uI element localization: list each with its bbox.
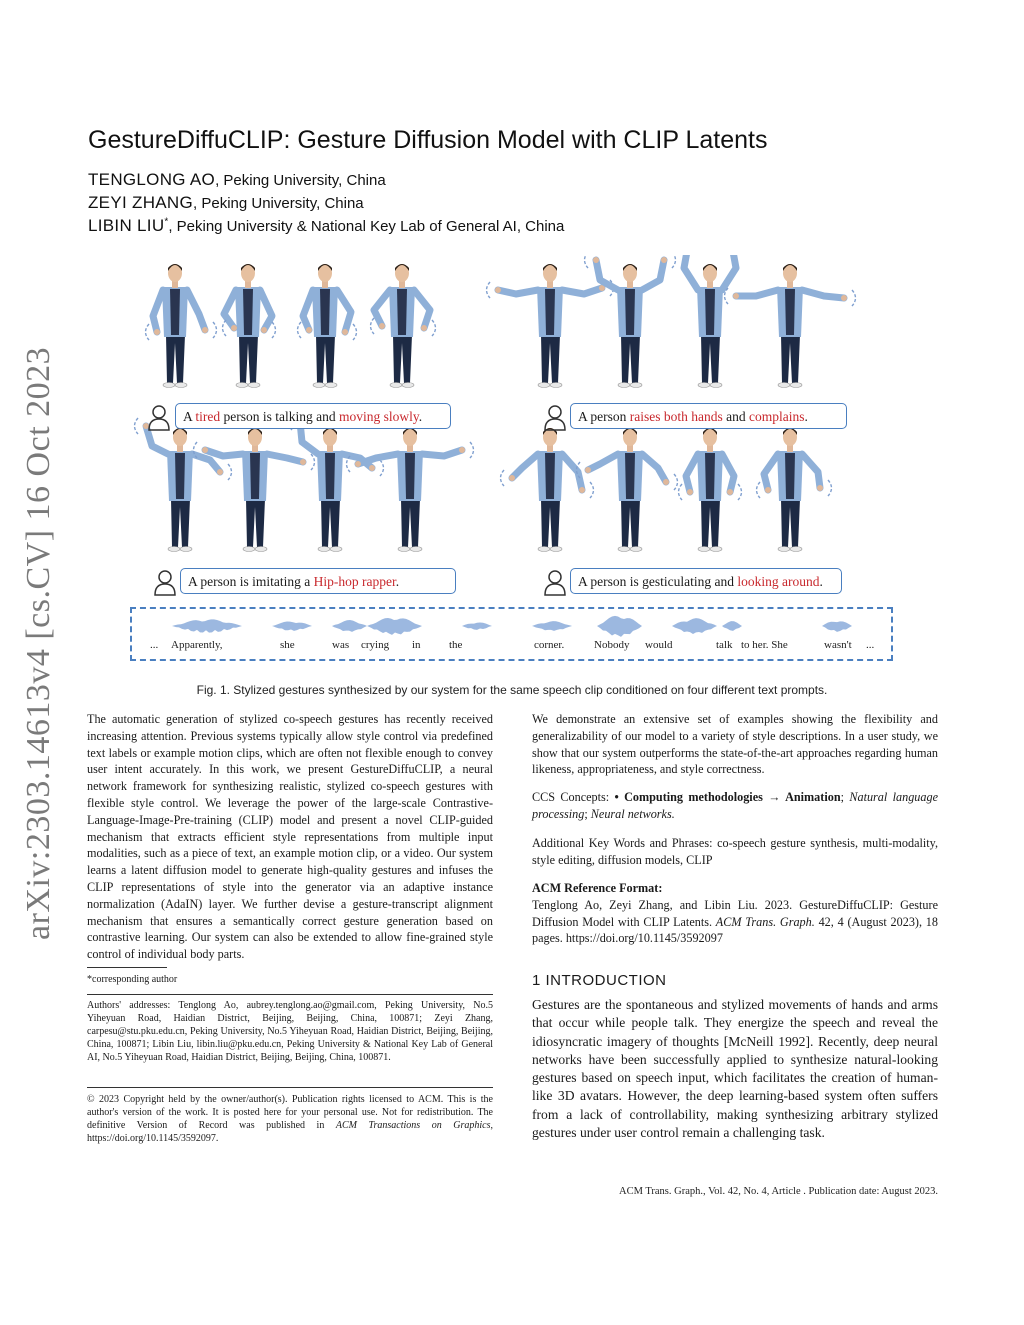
copyright-rule <box>87 1087 493 1088</box>
copyright-text: © 2023 Copyright held by the owner/author(s). Publication rights licensed to ACM. This is the author's version of the work. It is posted here for your personal use. Not for redistribution. The definitive Version of Record was published in <box>87 1094 493 1131</box>
person-icon <box>544 405 566 431</box>
gesture-figure <box>135 418 232 552</box>
speech-clip <box>130 607 893 661</box>
copyright-doi: , https://doi.org/10.1145/3592097. <box>87 1120 493 1144</box>
prompt-text <box>578 574 823 589</box>
prompt-box-4 <box>570 568 842 594</box>
gesture-figure <box>585 255 676 388</box>
speech-word: ... <box>866 639 875 651</box>
speech-word: corner. <box>534 639 565 651</box>
prompt-highlight: complains <box>748 409 805 424</box>
speech-word: to her. She <box>741 639 788 651</box>
abstract-right: We demonstrate an extensive set of examples showing the flexibility and generalizability of our model to a variety of style descriptions. In a user study, we show that our system outperforms the state-of-the-art approaches regarding human likeness, appropriateness, and style correctness. <box>532 712 938 777</box>
prompt-box-3 <box>180 568 456 594</box>
prompt-segment: A person <box>578 409 630 424</box>
author-name: ZEYI ZHANG <box>88 193 194 212</box>
waveform-segment <box>822 621 852 632</box>
prompt-text <box>183 409 422 424</box>
prompt-box-2 <box>570 403 847 429</box>
footnote-rule <box>87 967 167 968</box>
speech-word: in <box>412 639 421 651</box>
ccs-bullet: • Computing methodologies → Animation <box>614 790 841 804</box>
gesture-figure <box>501 428 594 552</box>
waveform-segment <box>532 621 572 631</box>
speech-word: ... <box>150 639 159 651</box>
prompt-text <box>188 574 399 589</box>
copyright-venue: ACM Transactions on Graphics <box>335 1120 491 1131</box>
ccs-sep: ; <box>840 790 850 804</box>
section-heading-introduction: 1 INTRODUCTION <box>532 972 667 989</box>
prompt-highlight: tired <box>195 409 221 424</box>
waveform-segment <box>672 618 717 634</box>
gesture-figure <box>577 428 678 552</box>
person-icon <box>544 570 566 596</box>
gesture-figure <box>725 264 856 388</box>
footnote: *corresponding author <box>87 974 178 985</box>
page-footer: ACM Trans. Graph., Vol. 42, No. 4, Article . Publication date: August 2023. <box>619 1186 938 1197</box>
speech-word: the <box>449 639 463 651</box>
figure-caption: Fig. 1. Stylized gestures synthesized by our system for the same speech clip conditioned on four different text prompts. <box>196 683 828 697</box>
acm-ref-text: Tenglong Ao, Zeyi Zhang, and Libin Liu. 2023. GestureDiffuCLIP: Gesture Diffusion Model with CLIP Latents. <box>532 897 938 929</box>
ccs-rest: Natural language processing <box>532 790 938 821</box>
prompt-segment: and <box>722 409 749 424</box>
waveform-segment <box>722 621 742 631</box>
acm-ref-text2: 42, 4 (August 2023), 18 pages. https://doi.org/10.1145/3592097 <box>532 914 938 946</box>
gesture-figure <box>679 428 742 552</box>
gesture-figure <box>223 264 276 388</box>
gesture-figure <box>757 428 832 552</box>
waveform-segment <box>172 619 242 632</box>
gesture-figure <box>371 264 436 388</box>
ccs-concepts <box>532 789 938 823</box>
prompt-text <box>578 409 808 424</box>
author-affiliation: , Peking University & National Key Lab of General AI, China <box>168 218 565 235</box>
introduction-text: Gestures are the spontaneous and stylized movements of hands and arms that occur while people talk. They energize the speech and reveal the idiosyncratic imagery of thoughts [McNeill 1992]. Recently, deep neural networks have been successfully applied to synthesize natural-looking gestures based on speech input, which facilitates the creation of human-like 3D avatars. However, the deep learning-based system often suffers from a lack of controllability, making synthesizing arbitrary stylized gestures under user control remain a challenging task. <box>532 997 938 1141</box>
speech-word: Nobody <box>594 639 630 651</box>
author-name: LIBIN LIU <box>88 216 165 235</box>
person-icon <box>154 570 176 596</box>
prompt-highlight: raises both hands <box>629 409 723 424</box>
acm-ref-heading: ACM Reference Format: <box>532 881 663 895</box>
author-2 <box>88 193 364 213</box>
speech-word: talk <box>716 639 733 651</box>
waveform-segment <box>597 616 642 637</box>
gesture-figure <box>146 264 217 388</box>
ccs-sep2: ; <box>584 806 591 821</box>
waveform-segment <box>332 620 367 632</box>
prompt-segment: . <box>804 409 808 424</box>
prompt-highlight: Hip-hop rapper <box>313 574 396 589</box>
author-1 <box>88 170 386 190</box>
speech-word: wasn't <box>824 639 852 651</box>
acm-reference <box>532 880 938 947</box>
speech-word: crying <box>361 639 390 651</box>
prompt-segment: . <box>395 574 400 589</box>
gesture-figure <box>347 428 474 552</box>
speech-word: Apparently, <box>171 639 223 651</box>
waveform-segment <box>367 618 422 635</box>
copyright-notice <box>87 1093 493 1145</box>
prompt-highlight: looking around <box>737 574 820 589</box>
speech-waveform <box>132 611 891 641</box>
gesture-figure <box>298 264 357 388</box>
prompt-box-1 <box>175 403 451 429</box>
keywords: Additional Key Words and Phrases: co-speech gesture synthesis, multi-modality, style editing, diffusion models, CLIP <box>532 836 938 867</box>
prompt-segment: . <box>819 574 823 589</box>
gesture-illustrations <box>130 255 895 607</box>
prompt-highlight: moving slowly <box>339 409 419 424</box>
figure-1 <box>130 255 895 665</box>
acm-ref-journal: ACM Trans. Graph. <box>715 914 815 929</box>
author-mark: * <box>164 216 169 228</box>
ccs-label: CCS Concepts: <box>532 790 615 804</box>
author-affiliation: , Peking University, China <box>215 172 386 189</box>
arxiv-stamp: arXiv:2303.14613v4 [cs.CV] 16 Oct 2023 <box>20 346 57 940</box>
gesture-figure <box>289 414 384 552</box>
prompt-segment: . <box>418 409 423 424</box>
prompt-segment: person is talking and <box>220 409 339 424</box>
author-addresses: Authors' addresses: Tenglong Ao, aubrey.tenglong.ao@gmail.com, Peking University, No.5 Yiheyuan Road, Haidian District, Beijing, Beijing, China, 100871; Zeyi Zhang, carpesu@stu.pku.edu.cn, Peking University, No.5 Yiheyuan Road, Haidian District, Beijing, Beijing, China, 100871; Libin Liu, libin.liu@pku.edu.cn, Peking University & National Key Lab of General AI, No.5 Yiheyuan Road, Haidian District, Beijing, Beijing, China, 100871. <box>87 1000 493 1063</box>
prompt-segment: A <box>183 409 196 424</box>
person-icon <box>148 405 170 431</box>
speech-word: was <box>332 639 350 651</box>
paper-title: GestureDiffuCLIP: Gesture Diffusion Model with CLIP Latents <box>88 126 768 154</box>
prompt-segment: A person is gesticulating and <box>578 574 738 589</box>
prompt-segment: A person is imitating a <box>188 574 314 589</box>
addresses-rule <box>87 994 493 995</box>
abstract-left <box>87 711 493 963</box>
speech-word: she <box>280 639 295 651</box>
gesture-figure <box>194 428 315 552</box>
waveform-segment <box>462 622 492 629</box>
speech-word: would <box>645 639 673 651</box>
waveform-segment <box>272 621 312 630</box>
abstract-text: The automatic generation of stylized co-speech gestures has recently received increasing attention. Previous systems typically allow style control via predefined text labels or example motion clips, which are often not flexible enough to convey user intent accurately. In this work, we present GestureDiffuCLIP, a neural network framework for synthesizing realistic, stylized co-speech gestures with flexible style control. We leverage the power of the large-scale Contrastive-Language-Image-Pre-training (CLIP) model and present a novel CLIP-guided mechanism that extracts efficient style representations from multiple input modalities, such as a piece of text, an example motion clip, or a video. Our system learns a latent diffusion model to generate high-quality gestures and infuses the CLIP representations of style into the generator via an adaptive instance normalization (AdaIN) layer. We further devise a gesture-transcript alignment mechanism that ensures a semantically correct gesture generation based on contrastive learning. Our system can also be extended to allow fine-grained style control of individual body parts. <box>87 712 493 962</box>
author-name: TENGLONG AO <box>88 170 216 189</box>
gesture-figure <box>487 264 614 388</box>
author-affiliation: , Peking University, China <box>193 195 364 212</box>
gesture-figure <box>677 255 744 388</box>
author-3 <box>88 216 564 236</box>
ccs-rest2: Neural networks. <box>590 806 675 821</box>
